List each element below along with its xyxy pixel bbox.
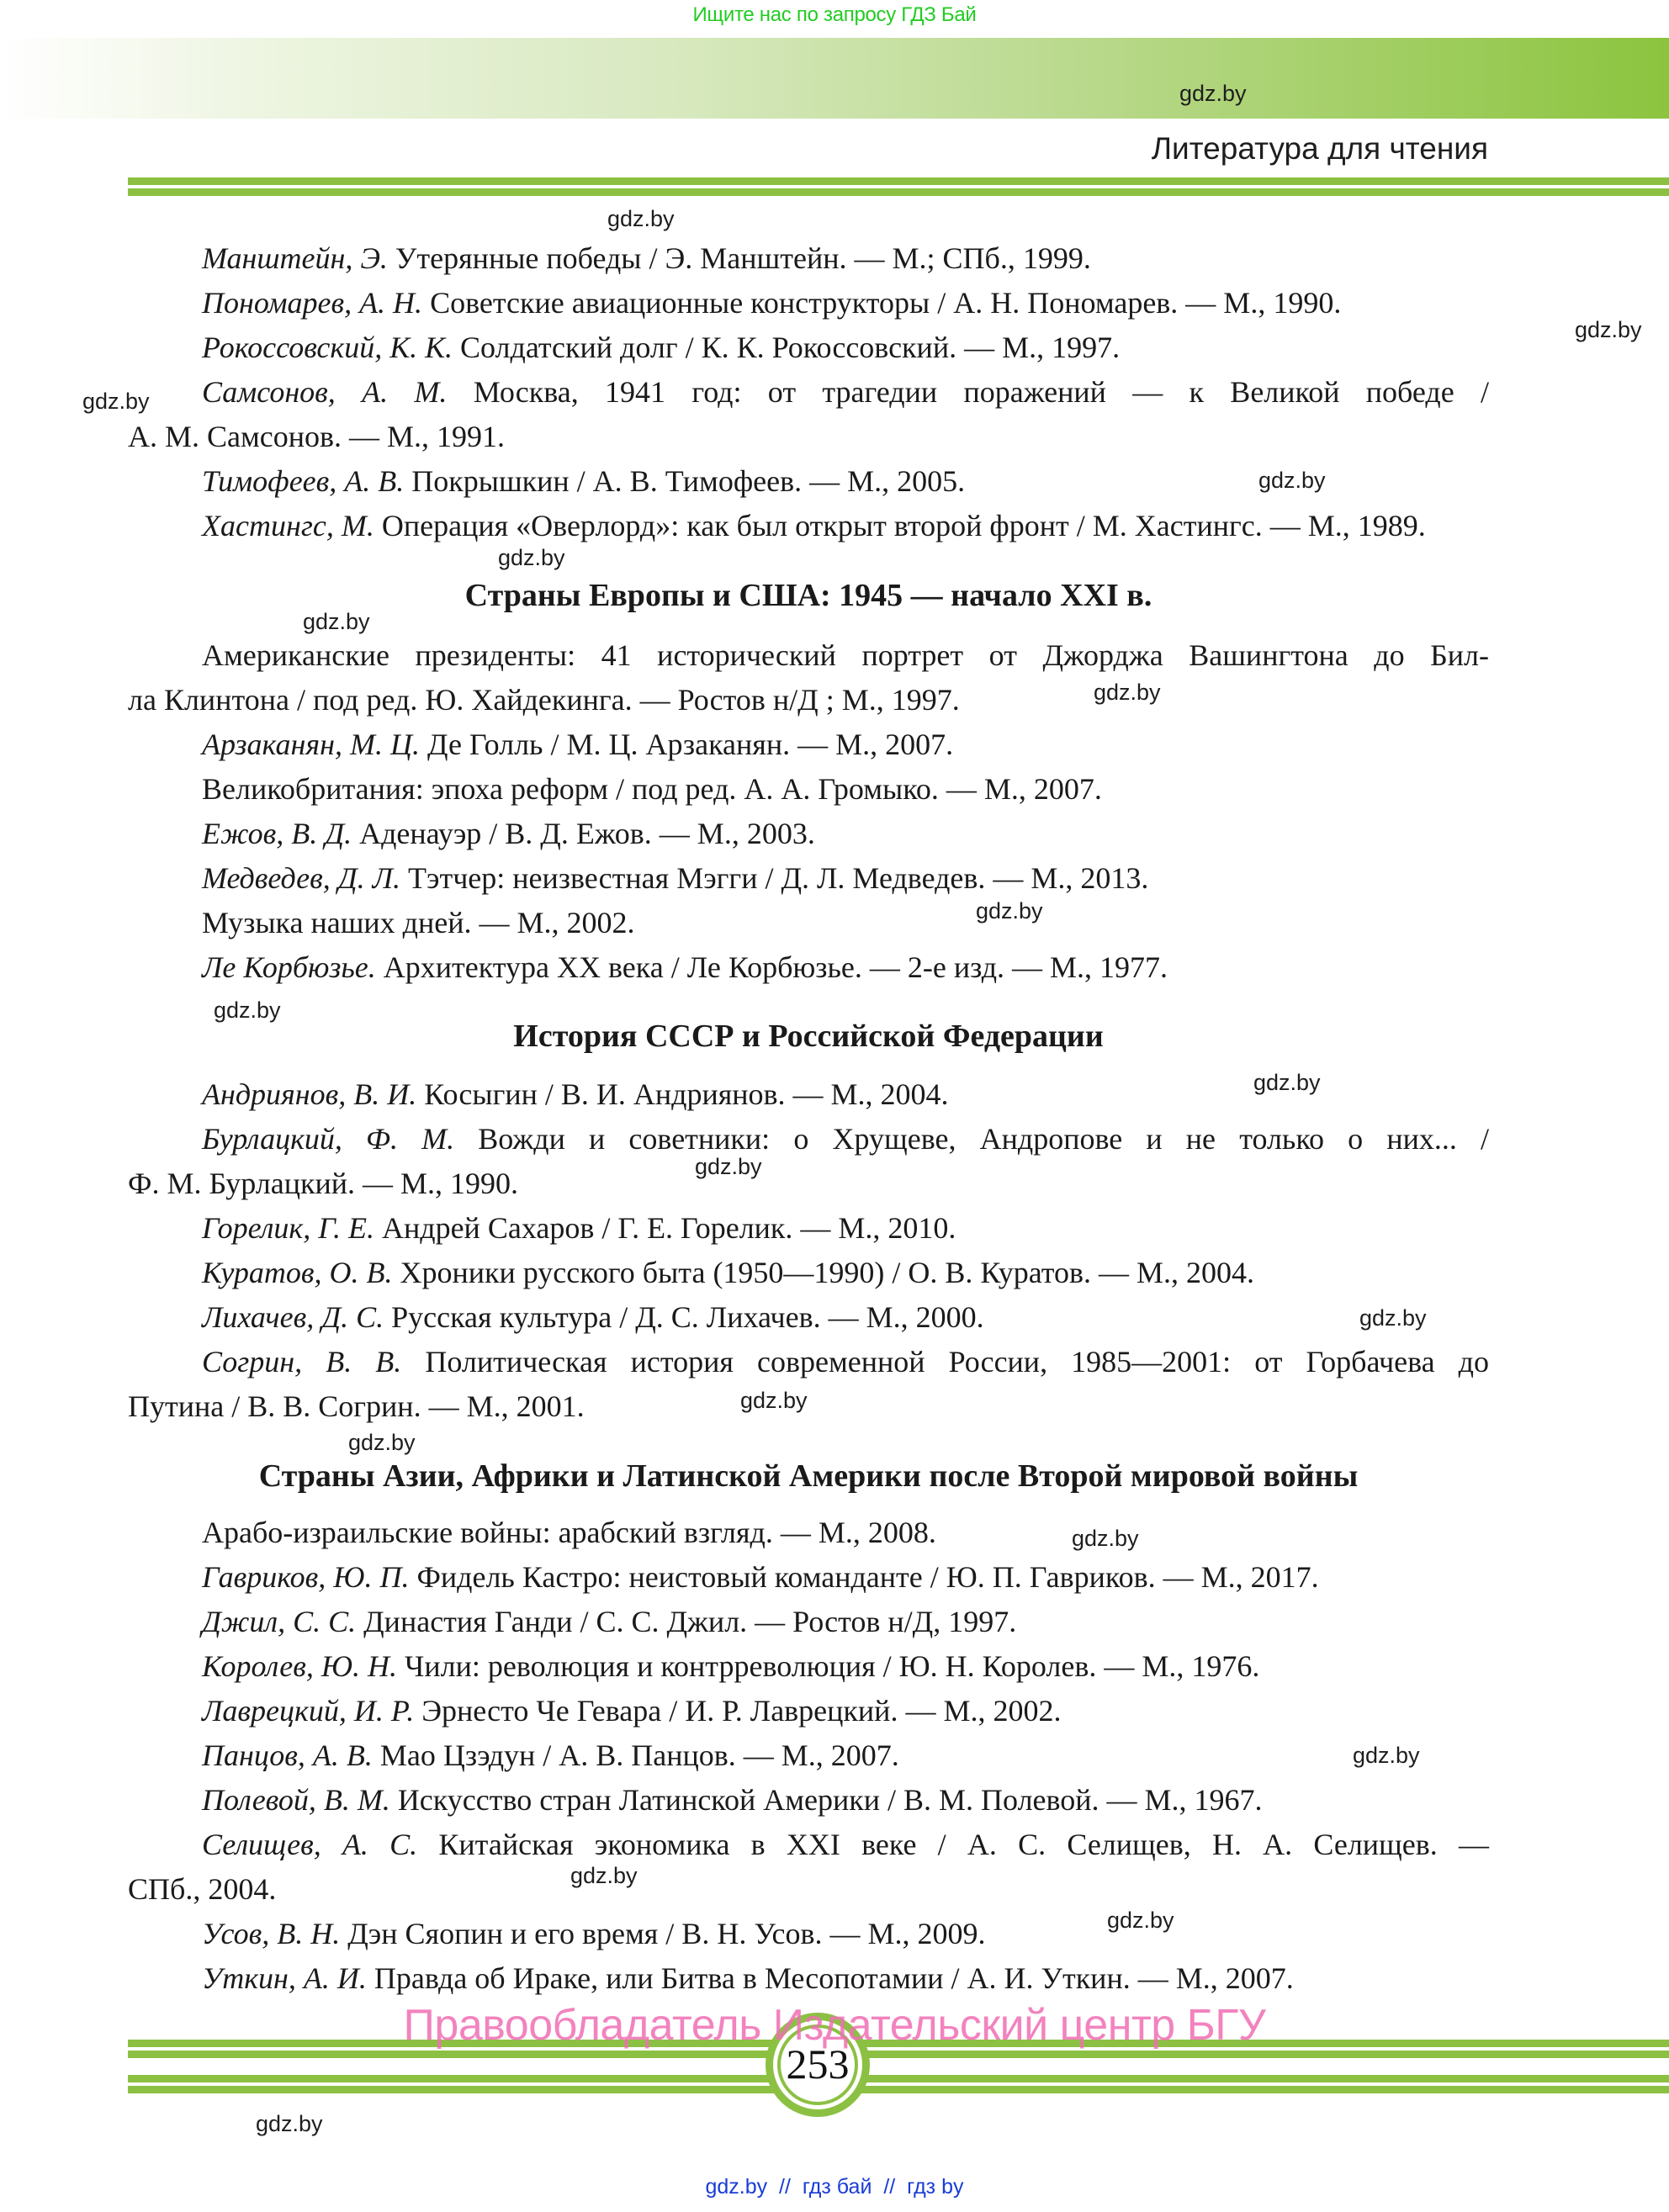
entry [128,1737,1489,1774]
entry-text: Косыгин / В. И. Андриянов. — М., 2004. [416,1077,949,1111]
entry [128,329,1489,366]
entry [128,949,1489,986]
entry [128,1960,1489,1997]
entry [128,1299,1489,1336]
entry [128,1915,1489,1952]
entry-author: Хастингс, М. [202,509,374,542]
entry-author: Бурлацкий, Ф. М. [202,1122,455,1156]
entry [128,1603,1489,1640]
top-note: Ищите нас по запросу ГДЗ Бай [692,3,977,26]
entry-author: Самсонов, А. М. [202,375,448,409]
watermark: gdz.by [214,998,281,1023]
entry-author: Рокоссовский, К. К. [202,331,453,364]
entry-author: Панцов, А. В. [202,1738,373,1772]
entry-continuation: Ф. М. Бурлацкий. — М., 1990. [128,1167,518,1200]
entry [128,507,1489,544]
watermark: gdz.by [695,1154,762,1179]
watermark: gdz.by [976,898,1043,923]
entry-text: Архитектура XX века / Ле Корбюзье. — 2-е изд. — М., 1977. [375,950,1168,984]
entry-text: Фидель Кастро: неистовый команданте / Ю. П. Гавриков. — М., 2017. [409,1560,1319,1594]
entry-text: Чили: революция и контрреволюция / Ю. Н. Королев. — М., 1976. [397,1649,1260,1683]
entry-text: Утерянные победы / Э. Манштейн. — М.; СПб., 1999. [387,241,1091,275]
entry-author: Ле Корбюзье. [202,950,376,984]
footer-links[interactable]: gdz.by // гдз бай // гдз by [705,2175,964,2199]
entry [128,1781,1489,1818]
watermark: gdz.by [1353,1743,1420,1768]
entry-text: Музыка наших дней. — М., 2002. [202,906,635,939]
entry [128,1209,1489,1246]
watermark: gdz.by [607,206,675,231]
entry-author: Ежов, В. Д. [202,817,352,850]
entry-author: Согрин, В. В. [202,1345,402,1379]
entry-continuation: СПб., 2004. [128,1872,277,1906]
entry-author: Гавриков, Ю. П. [202,1560,410,1594]
header-rule [128,177,1669,185]
entry [128,1514,1489,1551]
entry [128,1343,1489,1380]
entry [128,815,1489,852]
header-gradient-band [0,38,1669,119]
entry-author: Джил, С. С. [202,1605,357,1638]
entry [128,240,1489,277]
entry-text: Династия Ганди / С. С. Джил. — Ростов н/Д, 1997. [356,1605,1017,1638]
footer-rule [128,2051,1669,2058]
entry-text: Правда об Ираке, или Битва в Месопотамии / А. И. Уткин. — М., 2007. [366,1961,1294,1995]
entry [128,284,1489,321]
entry [128,726,1489,763]
watermark: gdz.by [570,1863,638,1888]
entry-text: Аденауэр / В. Д. Ежов. — М., 2003. [352,817,815,850]
watermark: gdz.by [1359,1305,1427,1331]
entry-author: Пономарев, А. Н. [202,286,423,320]
entry [128,860,1489,897]
entry-text: Де Голль / М. Ц. Арзаканян. — М., 2007. [419,728,954,761]
watermark: gdz.by [303,609,370,634]
entry-text: Американские президенты: 41 исторический портрет от Джорджа Вашингтона до Бил- [202,638,1489,672]
entry-author: Арзаканян, М. Ц. [202,728,420,761]
watermark: gdz.by [1179,81,1247,106]
entry [128,637,1489,674]
entry-text: Мао Цзэдун / А. В. Панцов. — М., 2007. [372,1738,899,1772]
entry [128,1648,1489,1685]
entry-author: Андриянов, В. И. [202,1077,417,1111]
entry-author: Уткин, А. И. [202,1961,367,1995]
entry-author: Тимофеев, А. В. [202,464,405,498]
entry [128,1120,1489,1157]
running-head: Литература для чтения [1151,131,1488,166]
watermark: gdz.by [1107,1908,1174,1933]
entry-author: Лаврецкий, И. Р. [202,1694,415,1728]
entry-text: Искусство стран Латинской Америки / В. М. Полевой. — М., 1967. [389,1783,1263,1817]
section-title: Страны Европы и США: 1945 — начало XXI в. [464,578,1152,613]
entry [128,1254,1489,1291]
entry [128,1692,1489,1729]
entry-author: Усов, В. Н. [202,1917,341,1950]
section-title: История СССР и Российской Федерации [513,1019,1104,1054]
entry-author: Горелик, Г. Е. [202,1211,374,1245]
entry-text: Великобритания: эпоха реформ / под ред. А. А. Громыко. — М., 2007. [202,772,1102,806]
entry [128,373,1489,410]
watermark: gdz.by [1253,1070,1321,1095]
header-rule [128,188,1669,196]
watermark: gdz.by [348,1430,416,1455]
entry-continuation: Путина / В. В. Согрин. — М., 2001. [128,1389,585,1423]
entry-text: Русская культура / Д. С. Лихачев. — М., 2000. [384,1300,984,1334]
entry [128,770,1489,807]
entry [128,1826,1489,1863]
section-title: Страны Азии, Африки и Латинской Америки после Второй мировой войны [258,1458,1359,1494]
watermark: gdz.by [1258,468,1326,493]
entry-text: Эрнесто Че Гевара / И. Р. Лаврецкий. — М., 2002. [414,1694,1062,1728]
watermark: gdz.by [1094,680,1161,705]
entry-author: Королев, Ю. Н. [202,1649,397,1683]
entry-continuation: ла Клинтона / под ред. Ю. Хайдекинга. — Ростов н/Д ; М., 1997. [128,683,960,717]
watermark: gdz.by [82,389,150,414]
entry-author: Куратов, О. В. [202,1256,393,1289]
entry-text: Андрей Сахаров / Г. Е. Горелик. — М., 2010. [374,1211,956,1245]
entry [128,904,1489,941]
entry-text: Москва, 1941 год: от трагедии поражений — к Великой победе / [447,375,1489,409]
rights-holder-watermark: Правообладатель Издательский центр БГУ [403,2001,1266,2050]
entry-text: Вожди и советники: о Хрущеве, Андропове и не только о них... / [454,1122,1489,1156]
entry-text: Покрышкин / А. В. Тимофеев. — М., 2005. [404,464,966,498]
entry-text: Политическая история современной России, 1985—2001: от Горбачева до [401,1345,1489,1379]
watermark: gdz.by [740,1388,808,1413]
entry-text: Операция «Оверлорд»: как был открыт второй фронт / М. Хастингс. — М., 1989. [374,509,1426,542]
watermark: gdz.by [1575,317,1642,342]
entry-author: Медведев, Д. Л. [202,861,401,895]
footer-rule [128,2075,1669,2082]
footer-rule [128,2086,1669,2093]
watermark: gdz.by [498,545,565,570]
entry-author: Манштейн, Э. [202,241,388,275]
watermark: gdz.by [1072,1526,1139,1551]
entry-text: Хроники русского быта (1950—1990) / О. В. Куратов. — М., 2004. [392,1256,1255,1289]
entry-text: Дэн Сяопин и его время / В. Н. Усов. — М., 2009. [340,1917,986,1950]
watermark: gdz.by [256,2111,323,2136]
entry-author: Селищев, А. С. [202,1828,418,1861]
entry [128,1558,1489,1595]
entry-text: Советские авиационные конструкторы / А. Н. Пономарев. — М., 1990. [422,286,1342,320]
entry-text: Китайская экономика в XXI веке / А. С. Селищев, Н. А. Селищев. — [417,1828,1489,1861]
entry-continuation: А. М. Самсонов. — М., 1991. [128,420,506,453]
entry-text: Тэтчер: неизвестная Мэгги / Д. Л. Медведев. — М., 2013. [400,861,1149,895]
entry-author: Полевой, В. М. [202,1783,390,1817]
entry-text: Солдатский долг / К. К. Рокоссовский. — М., 1997. [453,331,1121,364]
entry-author: Лихачев, Д. С. [202,1300,384,1334]
page-number: 253 [786,2040,850,2088]
entry-text: Арабо-израильские войны: арабский взгляд. — М., 2008. [202,1516,936,1549]
